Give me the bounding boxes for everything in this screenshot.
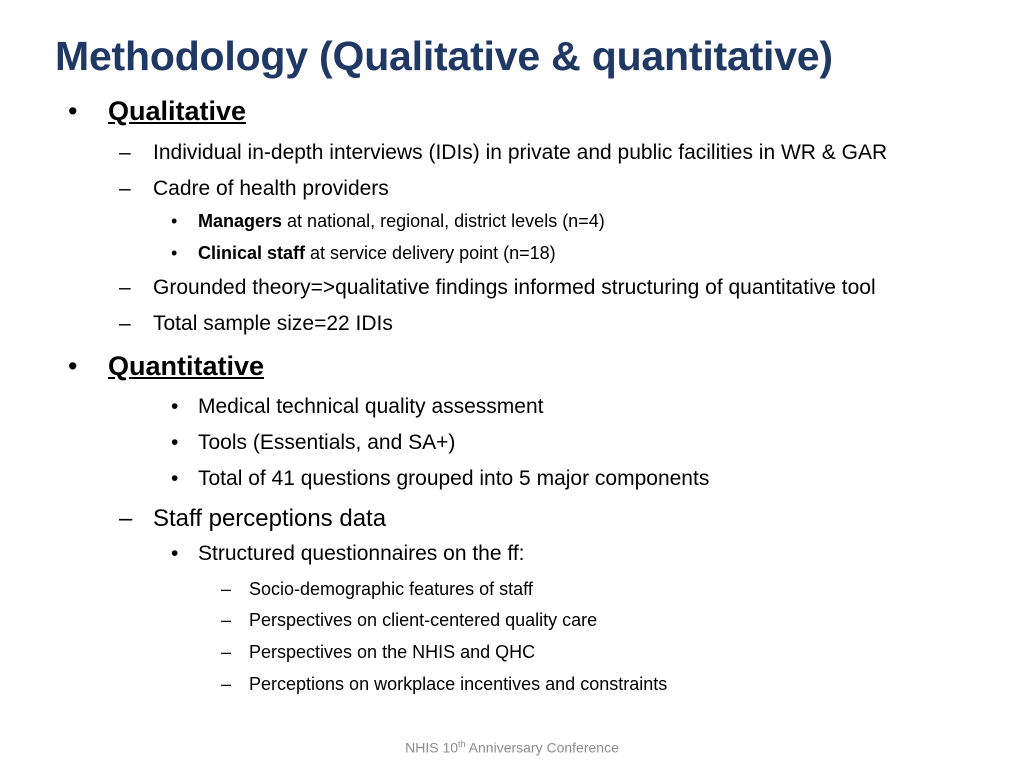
dash-marker: – [221, 642, 232, 662]
cadre-item: Cadre of health providers [153, 177, 389, 200]
footer-superscript: th [458, 739, 466, 749]
managers-detail: at national, regional, district levels (n=4) [282, 211, 605, 231]
quantitative-heading [108, 351, 264, 382]
footer [0, 739, 1024, 756]
questions-item: Total of 41 questions grouped into 5 major components [198, 467, 710, 490]
footer-suffix: Anniversary Conference [465, 739, 619, 756]
tools-item: Tools (Essentials, and SA+) [198, 431, 456, 454]
structured-item: Structured questionnaires on the ff: [198, 542, 525, 565]
bullet-marker: • [171, 431, 179, 454]
clinical-item [198, 243, 556, 264]
clinical-detail: at service delivery point (n=18) [305, 243, 556, 263]
managers-label: Managers [198, 211, 283, 231]
bullet-marker: • [68, 96, 78, 126]
bullet-marker: • [171, 467, 179, 490]
slide-title: Methodology (Qualitative & quantitative) [55, 33, 833, 79]
dash-marker: – [221, 610, 232, 630]
footer-prefix: NHIS 10 [405, 739, 459, 756]
bullet-marker: • [171, 243, 178, 263]
workplace-item: Perceptions on workplace incentives and constraints [249, 674, 668, 694]
medical-item: Medical technical quality assessment [198, 395, 544, 418]
dash-marker: – [119, 276, 131, 299]
bullet-marker: • [171, 542, 179, 565]
staff-item: Staff perceptions data [153, 505, 387, 532]
dash-marker: – [221, 579, 232, 599]
bullet-marker: • [68, 351, 78, 381]
bullet-marker: • [171, 395, 179, 418]
qualitative-heading-text: Qualitative [108, 96, 247, 126]
dash-marker: – [119, 177, 131, 200]
bullet-marker: • [171, 211, 178, 231]
dash-marker: – [119, 141, 131, 164]
dash-marker: – [119, 312, 131, 335]
client-item: Perspectives on client-centered quality care [249, 610, 598, 630]
sample-item: Total sample size=22 IDIs [153, 312, 393, 335]
dash-marker: – [221, 674, 232, 694]
dash-marker: – [119, 505, 133, 532]
grounded-item: Grounded theory=>qualitative findings informed structuring of quantitative tool [153, 276, 876, 299]
qualitative-heading [108, 96, 246, 127]
managers-item [198, 211, 605, 232]
nhis-item: Perspectives on the NHIS and QHC [249, 642, 536, 662]
idis-item: Individual in-depth interviews (IDIs) in private and public facilities in WR & GAR [153, 141, 888, 164]
socio-item: Socio-demographic features of staff [249, 579, 533, 599]
quantitative-heading-text: Quantitative [108, 351, 265, 381]
clinical-label: Clinical staff [198, 243, 306, 263]
